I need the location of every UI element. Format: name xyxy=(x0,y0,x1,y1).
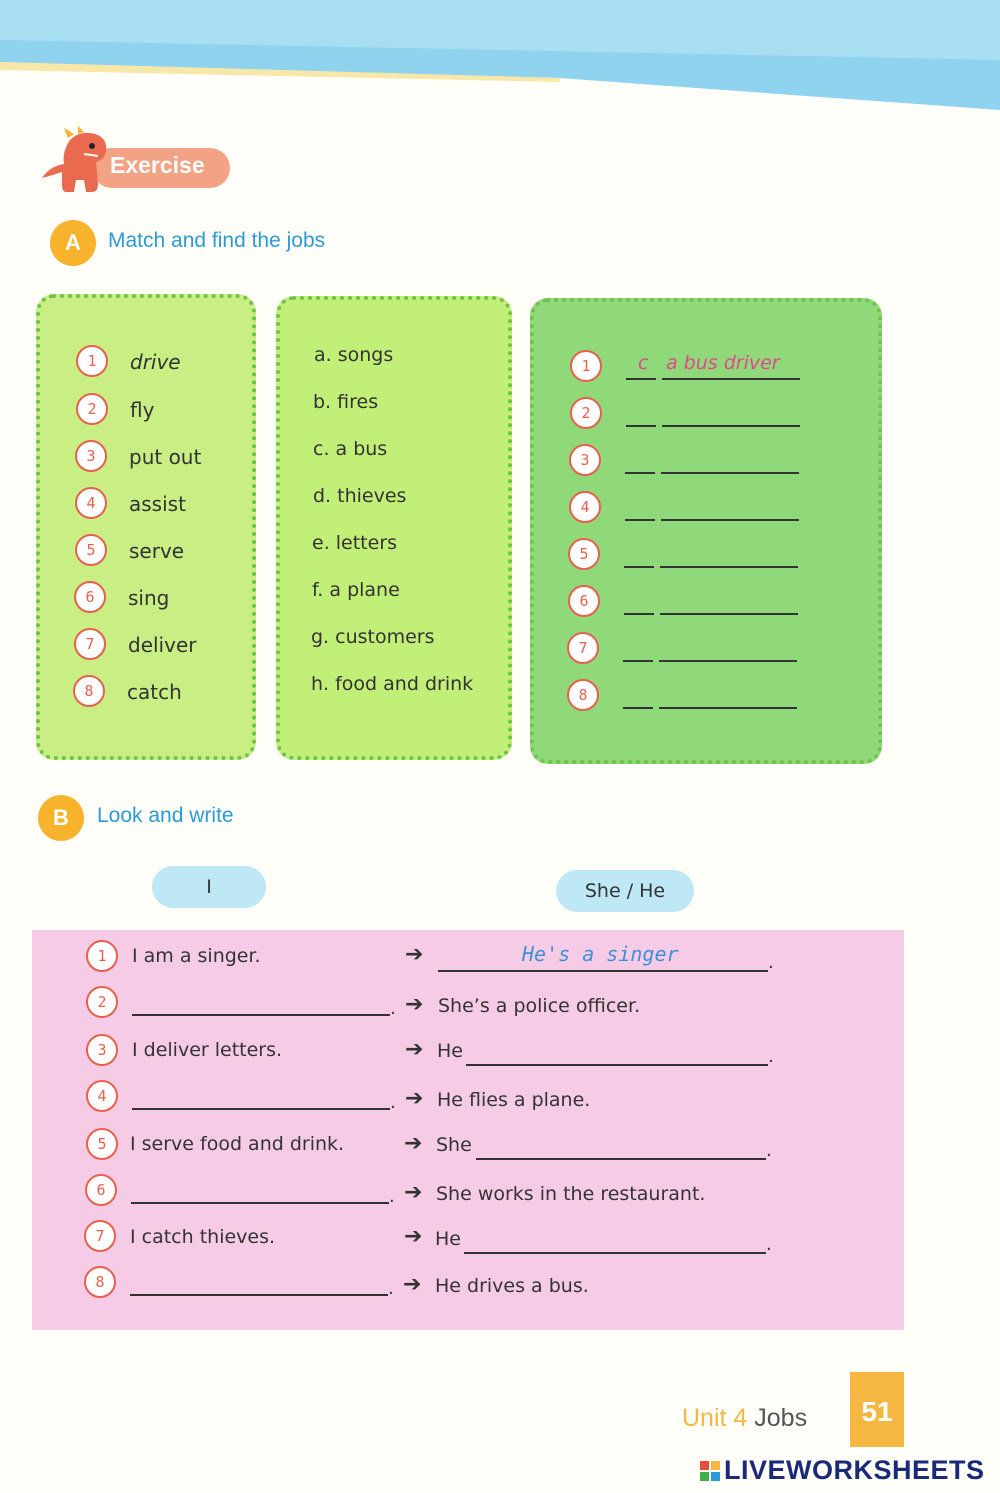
sentence-left: I deliver letters. xyxy=(132,1039,283,1061)
section-b-badge: B xyxy=(38,795,84,841)
section-b-title: Look and write xyxy=(97,804,234,827)
period: . xyxy=(766,1234,772,1255)
answer-number: 8 xyxy=(567,679,599,711)
sentence-number: 6 xyxy=(85,1174,117,1206)
verb-number: 3 xyxy=(75,440,107,472)
object-item: g. customers xyxy=(311,626,435,648)
verb-word: sing xyxy=(128,586,170,610)
sentence-right: She works in the restaurant. xyxy=(436,1183,706,1205)
period: . xyxy=(388,1278,394,1299)
answer-job-field[interactable] xyxy=(659,638,797,662)
sentence-right: He flies a plane. xyxy=(437,1089,591,1111)
verb-number: 4 xyxy=(75,487,107,519)
period: . xyxy=(768,1046,774,1067)
period: . xyxy=(390,998,396,1019)
answer-number: 2 xyxy=(570,397,602,429)
answer-letter-field[interactable] xyxy=(625,450,655,474)
verb-number: 2 xyxy=(76,393,108,425)
object-item: b. fires xyxy=(313,391,379,413)
sentence-number: 5 xyxy=(86,1128,118,1160)
object-item: c. a bus xyxy=(313,438,388,460)
object-item: h. food and drink xyxy=(311,673,474,695)
brand-text: LIVEWORKSHEETS xyxy=(724,1455,985,1485)
look-and-write-panel xyxy=(32,930,904,1330)
page-number: 51 xyxy=(850,1372,904,1447)
period: . xyxy=(389,1186,395,1207)
unit-topic: Jobs xyxy=(754,1404,808,1432)
answer-number: 6 xyxy=(568,585,600,617)
arrow-icon: ➔ xyxy=(403,1272,422,1297)
answer-job: a bus driver xyxy=(666,352,780,374)
answer-number: 3 xyxy=(569,444,601,476)
section-a-title: Match and find the jobs xyxy=(108,229,326,252)
arrow-icon: ➔ xyxy=(404,1180,423,1205)
verb-number: 6 xyxy=(74,581,106,613)
period: . xyxy=(390,1092,396,1113)
exercise-label: Exercise xyxy=(110,152,205,178)
verb-word: assist xyxy=(129,492,186,516)
sentence-left: I catch thieves. xyxy=(130,1226,276,1248)
answer-job-field[interactable] xyxy=(662,352,800,380)
answer-letter-field[interactable] xyxy=(624,544,654,568)
answer-letter-field[interactable] xyxy=(625,497,655,521)
answer-letter-field[interactable] xyxy=(626,352,656,380)
sentence-number: 7 xyxy=(84,1220,116,1252)
sentence-left: I serve food and drink. xyxy=(130,1133,345,1155)
sentence-left-field[interactable] xyxy=(132,992,390,1016)
verb-word: catch xyxy=(127,680,182,704)
verb-number: 1 xyxy=(76,345,108,377)
section-a-badge: A xyxy=(50,220,96,266)
verb-number: 8 xyxy=(73,675,105,707)
sentence-left-field[interactable] xyxy=(131,1180,389,1204)
unit-number: Unit 4 xyxy=(682,1404,748,1432)
sentence-answer-field[interactable] xyxy=(466,1042,768,1066)
answer-job-field[interactable] xyxy=(661,497,799,521)
column-i-label: I xyxy=(152,866,266,908)
sentence-right-prefix: She xyxy=(436,1134,472,1156)
verb-number: 7 xyxy=(74,628,106,660)
sentence-right-prefix: He xyxy=(437,1040,463,1062)
sentence-right: He drives a bus. xyxy=(435,1275,589,1297)
answer-job-field[interactable] xyxy=(660,544,798,568)
verb-word: put out xyxy=(129,445,202,469)
sentence-number: 3 xyxy=(86,1034,118,1066)
verb-word: serve xyxy=(129,539,185,563)
answer-job-field[interactable] xyxy=(661,450,799,474)
arrow-icon: ➔ xyxy=(405,992,424,1017)
arrow-icon: ➔ xyxy=(404,1224,423,1249)
answer-number: 7 xyxy=(567,632,599,664)
sentence-answer: He's a singer xyxy=(522,942,679,966)
arrow-icon: ➔ xyxy=(405,1086,424,1111)
answer-letter-field[interactable] xyxy=(626,403,656,427)
arrow-icon: ➔ xyxy=(405,1037,424,1062)
arrow-icon: ➔ xyxy=(404,1131,423,1156)
column-she-he-label: She / He xyxy=(556,870,694,912)
answer-letter-field[interactable] xyxy=(623,685,653,709)
answer-job-field[interactable] xyxy=(662,403,800,427)
sentence-answer-field[interactable] xyxy=(438,942,768,972)
answer-letter-field[interactable] xyxy=(623,638,653,662)
answer-letter-field[interactable] xyxy=(624,591,654,615)
sentence-number: 4 xyxy=(86,1080,118,1112)
sentence-answer-field[interactable] xyxy=(476,1136,766,1160)
verb-word: drive xyxy=(130,350,181,374)
unit-label xyxy=(682,1404,807,1433)
answer-job-field[interactable] xyxy=(660,591,798,615)
object-item: d. thieves xyxy=(313,485,407,507)
answer-number: 5 xyxy=(568,538,600,570)
liveworksheets-logo-icon xyxy=(700,1461,720,1481)
answer-letter: c xyxy=(638,352,649,374)
sentence-answer-field[interactable] xyxy=(464,1230,766,1254)
sentence-right: She’s a police officer. xyxy=(438,995,641,1017)
verb-number: 5 xyxy=(75,534,107,566)
object-item: f. a plane xyxy=(312,579,400,601)
sentence-number: 1 xyxy=(86,940,118,972)
dinosaur-icon xyxy=(40,126,120,196)
period: . xyxy=(768,952,774,973)
top-banner xyxy=(0,0,1000,120)
answer-number: 4 xyxy=(569,491,601,523)
sentence-number: 8 xyxy=(84,1266,116,1298)
object-item: a. songs xyxy=(314,344,394,366)
sentence-left-field[interactable] xyxy=(130,1272,388,1296)
verb-word: deliver xyxy=(128,633,197,657)
sentence-number: 2 xyxy=(86,986,118,1018)
verb-word: fly xyxy=(130,398,155,422)
sentence-right-prefix: He xyxy=(435,1228,461,1250)
sentence-left-field[interactable] xyxy=(132,1086,390,1110)
answer-job-field[interactable] xyxy=(659,685,797,709)
period: . xyxy=(766,1140,772,1161)
sentence-left: I am a singer. xyxy=(132,945,261,967)
liveworksheets-brand xyxy=(700,1455,985,1486)
arrow-icon: ➔ xyxy=(405,942,424,967)
answer-number: 1 xyxy=(570,350,602,382)
object-item: e. letters xyxy=(312,532,398,554)
